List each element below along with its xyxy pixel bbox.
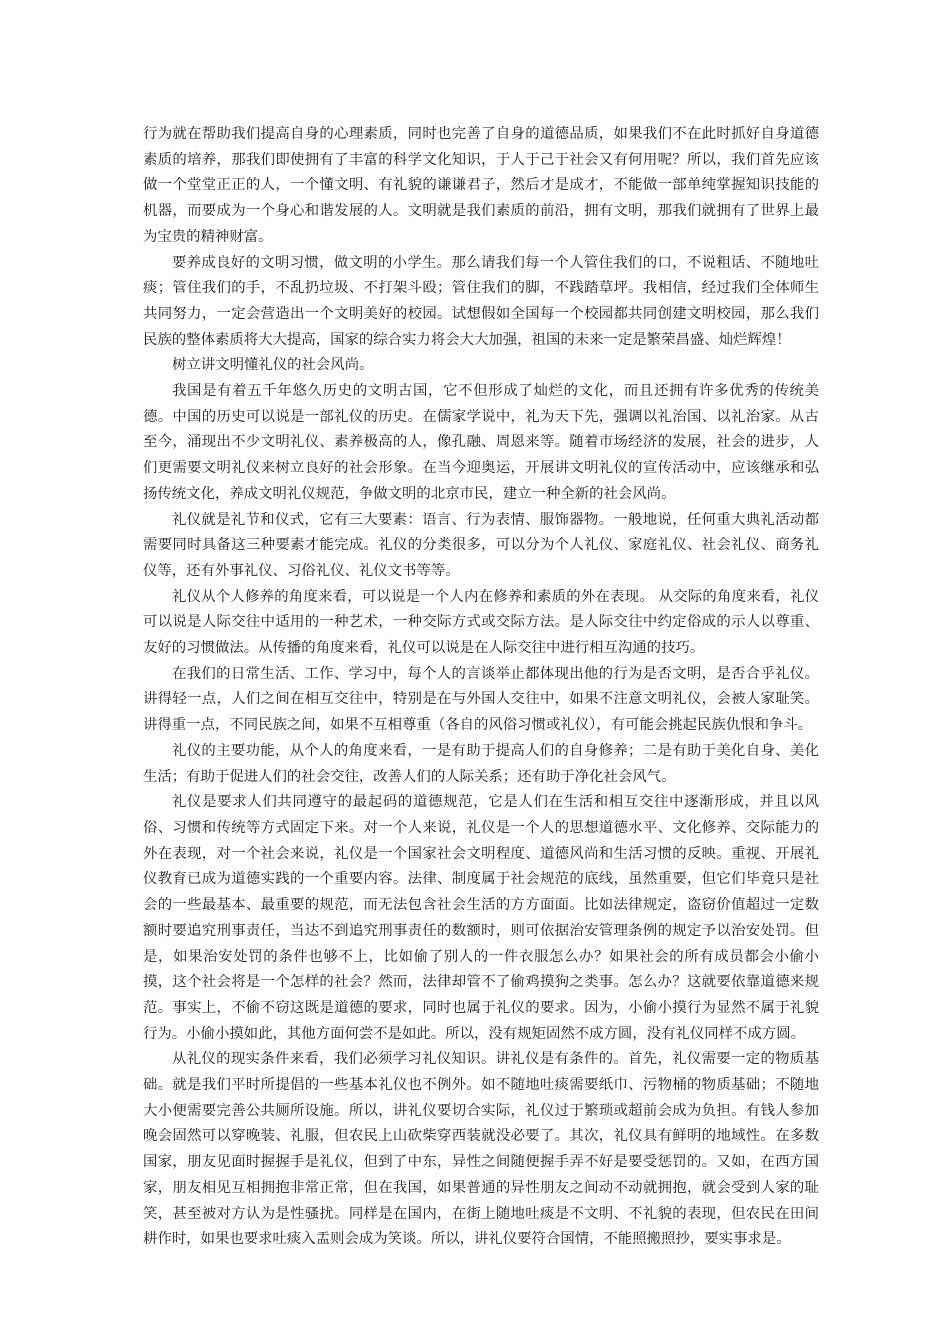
paragraph-7: 在我们的日常生活、工作、学习中，每个人的言谈举止都体现出他的行为是否文明，是否合乎礼仪。讲得轻一点，人们之间在相互交往中，特别是在与外国人交往中，如果不注意文明礼仪，会被人家耻笑。讲得重一点，不同民族之间，如果不互相尊重（各自的风俗习惯或礼仪），有可能会挑起民族仇恨和争斗。 <box>143 665 819 734</box>
paragraph-10: 从礼仪的现实条件来看，我们必须学习礼仪知识。讲礼仪是有条件的。首先，礼仪需要一定的物质基础。就是我们平时所提倡的一些基本礼仪也不例外。如不随地吐痰需要纸巾、污物桶的物质基础；不随地大小便需要完善公共厕所设施。所以，讲礼仪要切合实际，礼仪过于繁琐或超前会成为负担。有钱人参加晚会固然可以穿晚装、礼服，但农民上山砍柴穿西装就没必要了。其次，礼仪具有鲜明的地域性。在多数国家，朋友见面时握握手是礼仪，但到了中东，异性之间随便握手弄不好是要受惩罚的。又如，在西方国家，朋友相见互相拥抱非常正常，但在我国，如果普通的异性朋友之间动不动就拥抱，就会受到人家的耻笑，甚至被对方认为是性骚扰。同样是在国内，在街上随地吐痰是不文明、不礼貌的表现，但农民在田间耕作时，如果也要求吐痰入盂则会成为笑谈。所以，讲礼仪要符合国情，不能照搬照抄，要实事求是。 <box>143 1051 819 1248</box>
paragraph-5: 礼仪就是礼节和仪式，它有三大要素：语言、行为表情、服饰器物。一般地说，任何重大典礼活动都需要同时具备这三种要素才能完成。礼仪的分类很多，可以分为个人礼仪、家庭礼仪、社会礼仪、商务礼仪等，还有外事礼仪、习俗礼仪、礼仪文书等等。 <box>143 511 819 579</box>
paragraph-1: 行为就在帮助我们提高自身的心理素质，同时也完善了自身的道德品质，如果我们不在此时抓好自身道德素质的培养，那我们即使拥有了丰富的科学文化知识，于人于己于社会又有何用呢？所以，我们首先应该做一个堂堂正正的人，一个懂文明、有礼貌的谦谦君子，然后才是成才，不能做一部单纯掌握知识技能的机器，而要成为一个身心和谐发展的人。文明就是我们素质的前沿，拥有文明，那我们就拥有了世界上最为宝贵的精神财富。 <box>143 126 819 245</box>
paragraph-4: 我国是有着五千年悠久历史的文明古国，它不但形成了灿烂的文化，而且还拥有许多优秀的传统美德。中国的历史可以说是一部礼仪的历史。在儒家学说中，礼为天下先，强调以礼治国、以礼治家。从古至今，涌现出不少文明礼仪、素养极高的人，像孔融、周恩来等。随着市场经济的发展，社会的进步，人们更需要文明礼仪来树立良好的社会形象。在当今迎奥运，开展讲文明礼仪的宣传活动中，应该继承和弘扬传统文化，养成文明礼仪规范，争做文明的北京市民，建立一种全新的社会风尚。 <box>143 383 819 502</box>
paragraph-8: 礼仪的主要功能，从个人的角度来看，一是有助于提高人们的自身修养；二是有助于美化自身、美化生活；有助于促进人们的社会交往，改善人们的人际关系；还有助于净化社会风气。 <box>143 742 819 785</box>
document-body <box>143 122 819 1253</box>
paragraph-9: 礼仪是要求人们共同遵守的最起码的道德规范，它是人们在生活和相互交往中逐渐形成，并且以风俗、习惯和传统等方式固定下来。对一个人来说，礼仪是一个人的思想道德水平、文化修养、交际能力的外在表现，对一个社会来说，礼仪是一个国家社会文明程度、道德风尚和生活习惯的反映。重视、开展礼仪教育已成为道德实践的一个重要内容。法律、制度属于社会规范的底线，虽然重要，但它们毕竟只是社会的一些最基本、最重要的规范，而无法包含社会生活的方方面面。比如法律规定，盗窃价值超过一定数额时要追究刑事责任，当达不到追究刑事责任的数额时，则可依据治安管理条例的规定予以治安处罚。但是，如果治安处罚的条件也够不上，比如偷了别人的一件衣服怎么办？如果社会的所有成员都会小偷小摸，这个社会将是一个怎样的社会？然而，法律却管不了偷鸡摸狗之类事。怎么办？这就要依靠道德来规范。事实上，不偷不窃这既是道德的要求，同时也属于礼仪的要求。因为，小偷小摸行为显然不属于礼貌行为。小偷小摸如此，其他方面何尝不是如此。所以，没有规矩固然不成方圆，没有礼仪同样不成方圆。 <box>143 794 819 1042</box>
paragraph-3-heading: 树立讲文明懂礼仪的社会风尚。 <box>172 357 374 374</box>
paragraph-6: 礼仪从个人修养的角度来看，可以说是一个人内在修养和素质的外在表现。 从交际的角度来看，礼仪可以说是人际交往中适用的一种艺术，一种交际方式或交际方法。是人际交往中约定俗成的示人以尊重、友好的习惯做法。从传播的角度来看，礼仪可以说是在人际交往中进行相互沟通的技巧。 <box>143 588 819 657</box>
paragraph-2: 要养成良好的文明习惯，做文明的小学生。那么请我们每一个人管住我们的口，不说粗话、不随地吐痰；管住我们的手，不乱扔垃圾、不打架斗殴；管住我们的脚，不践踏草坪。我相信，经过我们全体师生共同努力，一定会营造出一个文明美好的校园。试想假如全国每一个校园都共同创建文明校园，那么我们民族的整体素质将大大提高，国家的综合实力将会大大加强，祖国的未来一定是繁荣昌盛、灿烂辉煌！ <box>143 254 819 348</box>
